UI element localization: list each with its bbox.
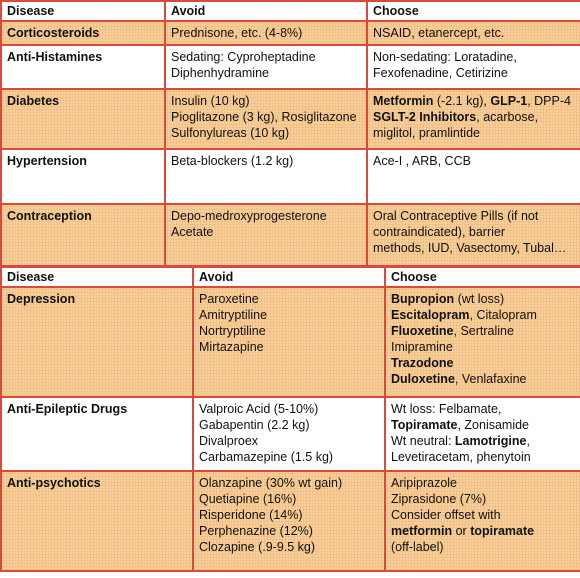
choose-item — [391, 539, 575, 555]
choose-item-text: methods, IUD, Vasectomy, Tubal… — [373, 241, 567, 255]
choose-item-bold: SGLT-2 Inhibitors — [373, 110, 477, 124]
avoid-item: Diphenhydramine — [171, 66, 269, 80]
choose-item-text: Consider offset with — [391, 508, 501, 522]
choose-item-text: or — [452, 524, 471, 538]
choose-item-bold: topiramate — [470, 524, 535, 538]
choose-item-text: Aripiprazole — [391, 476, 458, 490]
header-choose: Choose — [367, 1, 580, 21]
choose-item-text: (wt loss) — [454, 292, 505, 306]
choose-item-text: , DPP-4 — [527, 94, 571, 108]
avoid-item: Depo-medroxyprogesterone — [171, 209, 327, 223]
avoid-item: Paroxetine — [199, 292, 259, 306]
choose-item-text: Oral Contraceptive Pills (if not — [373, 209, 539, 223]
choose-item — [391, 371, 575, 387]
avoid-cell — [165, 21, 367, 45]
choose-item-text: NSAID, etanercept, etc. — [373, 26, 505, 40]
choose-cell — [385, 471, 580, 571]
avoid-item: Clozapine (.9-9.5 kg) — [199, 540, 316, 554]
choose-item-bold: Trazodone — [391, 356, 454, 370]
choose-item — [373, 240, 575, 256]
choose-item — [391, 307, 575, 323]
avoid-item: Sedating: Cyproheptadine — [171, 50, 316, 64]
avoid-item: Perphenazine (12%) — [199, 524, 313, 538]
table-row — [1, 397, 580, 471]
choose-item-text: Imipramine — [391, 340, 453, 354]
table-row — [1, 45, 580, 89]
avoid-cell — [193, 397, 385, 471]
choose-item — [391, 523, 575, 539]
avoid-item: Divalproex — [199, 434, 259, 448]
choose-item-text: contraindicated), barrier — [373, 225, 506, 239]
choose-item-text: , acarbose, — [476, 110, 539, 124]
choose-item — [373, 125, 575, 141]
table-header-row — [1, 1, 580, 21]
disease-cell: Anti-Histamines — [1, 45, 165, 89]
header-choose: Choose — [385, 267, 580, 287]
choose-item-text: Ace-I , ARB, CCB — [373, 154, 471, 168]
weight-gain-table-1 — [0, 0, 580, 267]
avoid-cell — [165, 204, 367, 266]
avoid-item: Acetate — [171, 225, 214, 239]
choose-item-bold: Fluoxetine — [391, 324, 454, 338]
choose-item-bold: Metformin — [373, 94, 434, 108]
choose-cell — [367, 89, 580, 149]
avoid-cell — [165, 89, 367, 149]
table-row — [1, 204, 580, 266]
avoid-cell — [193, 287, 385, 397]
disease-cell: Depression — [1, 287, 193, 397]
choose-cell — [367, 45, 580, 89]
avoid-item: Gabapentin (2.2 kg) — [199, 418, 310, 432]
table-header-row — [1, 267, 580, 287]
choose-item — [373, 65, 575, 81]
choose-item — [391, 401, 575, 417]
choose-item-bold: Bupropion — [391, 292, 455, 306]
header-avoid: Avoid — [165, 1, 367, 21]
choose-item-text: Fexofenadine, Cetirizine — [373, 66, 508, 80]
choose-item-text: , Sertraline — [453, 324, 514, 338]
choose-item — [391, 417, 575, 433]
choose-item — [391, 339, 575, 355]
header-disease: Disease — [1, 267, 193, 287]
choose-item — [373, 93, 575, 109]
avoid-cell — [165, 149, 367, 204]
header-avoid: Avoid — [193, 267, 385, 287]
choose-item-text: , Venlafaxine — [454, 372, 527, 386]
avoid-item: Nortryptiline — [199, 324, 266, 338]
table-row — [1, 287, 580, 397]
choose-item-text: , — [526, 434, 530, 448]
choose-item — [391, 491, 575, 507]
choose-item-text: (off-label) — [391, 540, 444, 554]
choose-item-bold: Topiramate — [391, 418, 458, 432]
table-row — [1, 21, 580, 45]
avoid-cell — [165, 45, 367, 89]
avoid-item: Prednisone, etc. (4-8%) — [171, 26, 303, 40]
choose-item-text: , Zonisamide — [457, 418, 530, 432]
avoid-item: Risperidone (14%) — [199, 508, 303, 522]
table-row — [1, 471, 580, 571]
choose-cell — [385, 287, 580, 397]
avoid-cell — [193, 471, 385, 571]
choose-item-text: Ziprasidone (7%) — [391, 492, 487, 506]
choose-item-bold: metformin — [391, 524, 453, 538]
choose-item-text: Non-sedating: Loratadine, — [373, 50, 517, 64]
choose-item — [391, 433, 575, 449]
choose-item — [391, 507, 575, 523]
choose-item — [391, 355, 575, 371]
avoid-item: Quetiapine (16%) — [199, 492, 297, 506]
table-row — [1, 89, 580, 149]
choose-item — [373, 224, 575, 240]
avoid-item: Beta-blockers (1.2 kg) — [171, 154, 294, 168]
choose-item-text: miglitol, pramlintide — [373, 126, 480, 140]
choose-item — [391, 291, 575, 307]
avoid-item: Carbamazepine (1.5 kg) — [199, 450, 334, 464]
choose-cell — [385, 397, 580, 471]
choose-item — [373, 153, 575, 169]
choose-item-bold: Lamotrigine — [454, 434, 527, 448]
weight-gain-table-2 — [0, 266, 580, 572]
choose-item-bold: Escitalopram — [391, 308, 470, 322]
avoid-item: Insulin (10 kg) — [171, 94, 250, 108]
avoid-item: Olanzapine (30% wt gain) — [199, 476, 343, 490]
choose-item-text: Wt neutral: — [391, 434, 455, 448]
choose-item — [373, 109, 575, 125]
choose-item-bold: GLP-1 — [490, 94, 528, 108]
choose-item — [391, 475, 575, 491]
choose-item-text: Wt loss: Felbamate, — [391, 402, 502, 416]
avoid-item: Mirtazapine — [199, 340, 264, 354]
choose-item — [373, 208, 575, 224]
choose-item-text: Levetiracetam, phenytoin — [391, 450, 531, 464]
choose-cell — [367, 204, 580, 266]
disease-cell: Hypertension — [1, 149, 165, 204]
avoid-item: Pioglitazone (3 kg), Rosiglitazone — [171, 110, 357, 124]
avoid-item: Sulfonylureas (10 kg) — [171, 126, 290, 140]
table-row — [1, 149, 580, 204]
choose-item — [373, 25, 575, 41]
choose-item-text: , Citalopram — [469, 308, 537, 322]
choose-cell — [367, 21, 580, 45]
avoid-item: Amitryptiline — [199, 308, 268, 322]
header-disease: Disease — [1, 1, 165, 21]
disease-cell: Contraception — [1, 204, 165, 266]
choose-item — [391, 449, 575, 465]
choose-item — [373, 49, 575, 65]
avoid-item: Valproic Acid (5-10%) — [199, 402, 319, 416]
disease-cell: Anti-psychotics — [1, 471, 193, 571]
disease-cell: Corticosteroids — [1, 21, 165, 45]
choose-item — [391, 323, 575, 339]
choose-cell — [367, 149, 580, 204]
disease-cell: Anti-Epileptic Drugs — [1, 397, 193, 471]
choose-item-text: (-2.1 kg), — [433, 94, 491, 108]
choose-item-bold: Duloxetine — [391, 372, 455, 386]
disease-cell: Diabetes — [1, 89, 165, 149]
